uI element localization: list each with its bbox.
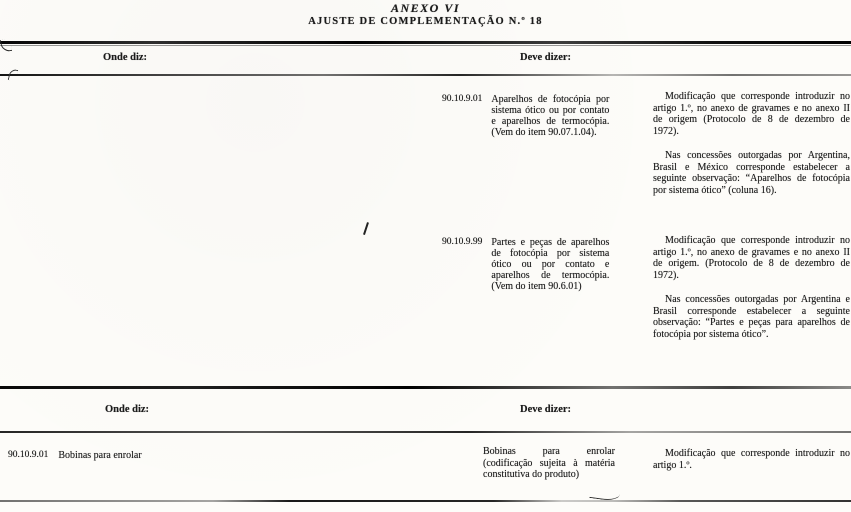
item-description: Partes e peças de aparelhos de fotocópia por sistema ótico ou por contato e aparelhos de termocópia. (Vem do item 90.6.01): [491, 237, 610, 292]
page-subtitle: AJUSTE DE COMPLEMENTAÇÃO N.º 18: [308, 16, 543, 27]
table-row-deve-dizer: [442, 237, 624, 292]
table-row-deve-dizer: [442, 94, 624, 138]
tariff-code: 90.10.9.99: [442, 237, 483, 247]
page-title: ANEXO VI: [390, 1, 461, 15]
item-description: Aparelhos de fotocópia por sistema ótico ou por contato e aparelhos de termocópia. (Vem do item 90.07.1.04).: [491, 94, 610, 138]
ink-artifact: [363, 222, 369, 235]
bottom-rule: [0, 500, 851, 502]
column-header-onde-diz: Onde diz:: [103, 52, 148, 63]
tariff-code: 90.10.9.01: [8, 450, 49, 460]
table-row-onde-diz: [8, 450, 142, 461]
concession-note: Nas concessões outorgadas por Argentina, Brasil e México corresponde estabelecer a seguinte observação: “Aparelhos de fotocópia por sistema ótico” (coluna 16).: [653, 150, 850, 196]
item-description: Bobinas para enrolar: [58, 450, 142, 461]
row-notes: [653, 91, 850, 209]
header-divider-rule: [0, 431, 851, 433]
tariff-code: 90.10.9.01: [442, 94, 483, 104]
column-header-onde-diz: Onde diz:: [105, 404, 150, 415]
modification-note: Modificação que corresponde introduzir no artigo 1.º, no anexo de gravames e no anexo II de origem (Protocolo de 8 de dezembro de 1972).: [653, 91, 850, 137]
corrected-description: Bobinas para enrolar (codificação sujeita à matéria constitutiva do produto): [483, 446, 615, 480]
column-header-deve-dizer: Deve dizer:: [520, 52, 572, 63]
top-divider-rule: [0, 41, 851, 44]
header-divider-rule: [0, 74, 851, 76]
concession-note: Nas concessões outorgadas por Argentina e Brasil corresponde estabelecer a seguinte observação: “Partes e peças para aparelhos de fotocópia por sistema ótico”.: [653, 294, 850, 340]
row-notes: [653, 235, 850, 353]
modification-note: Modificação que corresponde introduzir no artigo 1.º.: [653, 448, 850, 471]
row-notes: [653, 448, 850, 484]
section-divider-rule: [0, 386, 851, 389]
column-header-deve-dizer: Deve dizer:: [520, 404, 572, 415]
modification-note: Modificação que corresponde introduzir no artigo 1.º, no anexo de gravames e no anexo II de origem. (Protocolo de 8 de dezembro de 1972).: [653, 235, 850, 281]
